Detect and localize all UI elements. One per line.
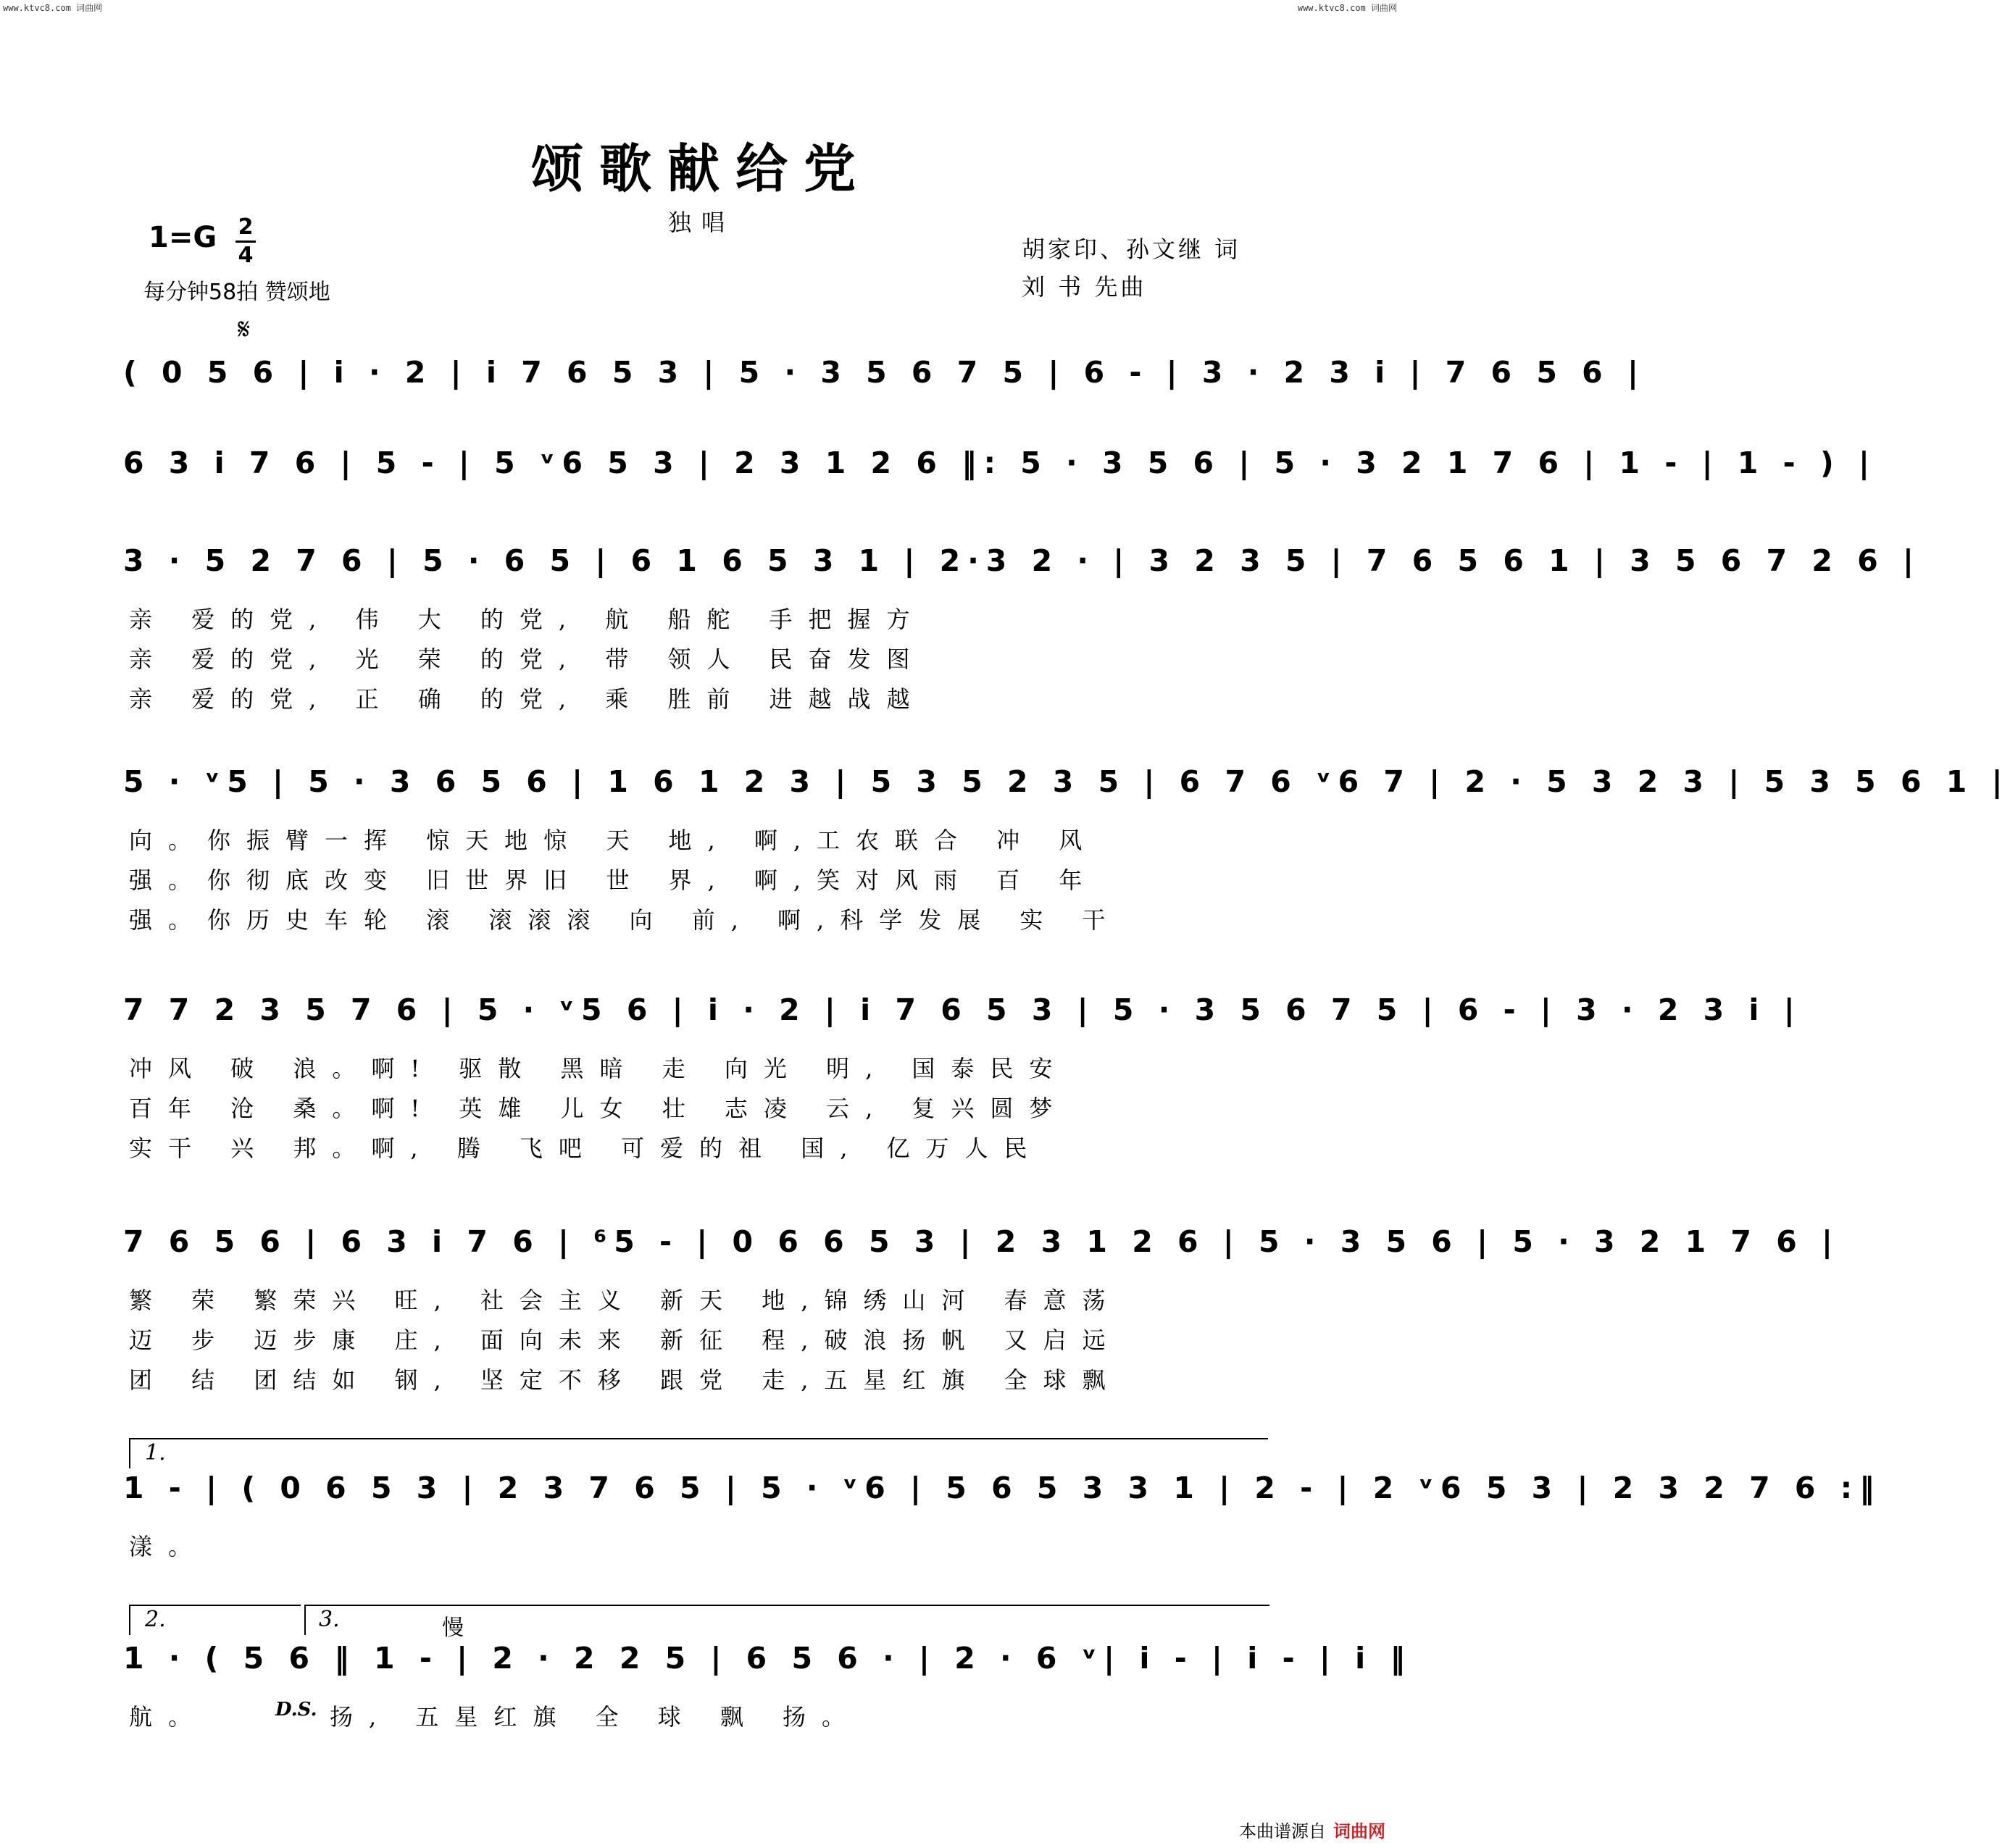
lyric-verse-1: 冲风 破 浪。啊! 驱散 黑暗 走 向光 明, 国泰民安 [129,1055,1069,1082]
lyric-verse-3: 团 结 团结如 钢, 坚定不移 跟党 走,五星红旗 全球飘 [129,1366,1122,1394]
time-signature [235,216,256,267]
lyric-verse-3: 实干 兴 邦。啊, 腾 飞吧 可爱的祖 国, 亿万人民 [129,1134,1043,1162]
song-title: 颂歌献给党 [530,138,872,199]
lyric-verse-2: 百年 沧 桑。啊! 英雄 儿女 壮 志凌 云, 复兴圆梦 [129,1095,1069,1122]
notation: 7 7 2 3 5 7 6 | 5 · ᵛ5 6 | i · 2 | i 7 6 5 3 | 5 · 3 5 6 7 5 | 6 - | 3 · 2 3 i | [123,992,1802,1027]
notation: 1 - | ( 0 6 5 3 | 2 3 7 6 5 | 5 · ᵛ6 | 5 6 5 3 3 1 | 2 - | 2 ᵛ6 5 3 | 2 3 2 7 6 :‖ [123,1471,1882,1505]
watermark-left: www.ktvc8.com 词曲网 [3,3,103,13]
third-ending-label: 3. [319,1607,340,1632]
notation: 6 3 i 7 6 | 5 - | 5 ᵛ6 5 3 | 2 3 1 2 6 ‖: 5 · 3 5 6 | 5 · 3 2 1 7 6 | 1 - | 1 - ) | [123,446,1877,480]
segno-icon: 𝄋 [238,313,251,346]
first-ending-bracket [129,1438,1268,1468]
notation: 5 · ᵛ5 | 5 · 3 6 5 6 | 1 6 1 2 3 | 5 3 5 2 3 5 | 6 7 6 ᵛ6 7 | 2 · 5 3 2 3 | 5 3 5 6 1 | [123,764,2010,799]
footer-brand[interactable]: 词曲网 [1333,1820,1385,1841]
song-subtitle: 独唱 [667,209,735,236]
watermark-right: www.ktvc8.com 词曲网 [1297,3,1397,13]
first-ending-label: 1. [145,1440,166,1466]
time-signature-bottom: 4 [238,243,254,268]
notation: 1 · ( 5 6 ‖ 1 - | 2 · 2 2 5 | 6 5 6 · | 2 · 6 ᵛ| i - | i - | i ‖ [123,1641,1412,1676]
lyric-third-ending: 扬, 五星红旗 全 球 飘 扬。 [330,1703,862,1731]
footer-source: 本曲谱源自 [1239,1821,1326,1841]
dal-segno-marking: D.S. [275,1699,317,1721]
lyric-second-ending: 航。 [129,1703,208,1731]
composer: 刘 书 先曲 [1022,273,1147,301]
lyric-verse-2: 强。你彻底改变 旧世界旧 世 界, 啊,笑对风雨 百 年 [129,866,1098,894]
lyric-verse-1: 繁 荣 繁荣兴 旺, 社会主义 新天 地,锦绣山河 春意荡 [129,1287,1122,1314]
lyric-verse-1: 漾。 [129,1533,208,1560]
lyric-verse-3: 亲 爱的党, 正 确 的党, 乘 胜前 进越战越 [129,685,926,713]
notation: ( 0 5 6 | i · 2 | i 7 6 5 3 | 5 · 3 5 6 7 5 | 6 - | 3 · 2 3 i | 7 6 5 6 | [123,355,1646,390]
credits [1022,230,1240,306]
second-ending-label: 2. [145,1607,166,1632]
lyric-verse-2: 迈 步 迈步康 庄, 面向未来 新征 程,破浪扬帆 又启远 [129,1326,1122,1354]
slow-marking: 慢 [442,1615,464,1641]
lyric-verse-1: 向。你振臂一挥 惊天地惊 天 地, 啊,工农联合 冲 风 [129,827,1098,854]
lyric-verse-1: 亲 爱的党, 伟 大 的党, 航 船舵 手把握方 [129,606,926,633]
lyric-verse-2: 亲 爱的党, 光 荣 的党, 带 领人 民奋发图 [129,645,926,673]
notation: 3 · 5 2 7 6 | 5 · 6 5 | 6 1 6 5 3 1 | 2·3 2 · | 3 2 3 5 | 7 6 5 6 1 | 3 5 6 7 2 6 | [123,543,1921,578]
lyric-verse-3: 强。你历史车轮 滚 滚滚滚 向 前, 啊,科学发展 实 干 [129,906,1122,934]
lyricist: 胡家印、孙文继 词 [1022,235,1241,263]
footer [1239,1817,1385,1842]
key-signature: 1=G [149,221,217,254]
time-signature-top: 2 [238,214,254,240]
tempo-marking: 每分钟58拍 赞颂地 [143,280,330,305]
notation: 7 6 5 6 | 6 3 i 7 6 | ⁶5 - | 0 6 6 5 3 | 2 3 1 2 6 | 5 · 3 5 6 | 5 · 3 2 1 7 6 | [123,1224,1840,1259]
